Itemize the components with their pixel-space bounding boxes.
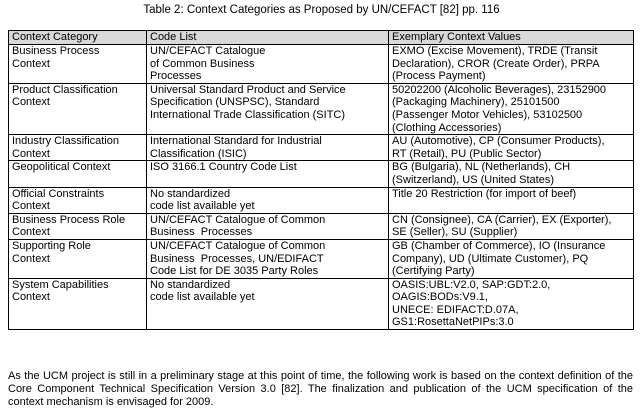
cell-line: CN (Consignee), CA (Carrier), EX (Exporter), (392, 213, 612, 226)
cell-line: Supporting Role (12, 239, 91, 252)
header-exemplary-values: Exemplary Context Values (389, 31, 634, 45)
cell-line: (Packaging Machinery), 25101500 (392, 96, 560, 109)
cell-code-list (147, 278, 389, 329)
cell-line: OAGIS:BODs:V9.1, (392, 291, 488, 304)
cell-exemplary-values (389, 135, 634, 161)
cell-line: Business Process Role (12, 213, 126, 226)
cell-context-category (9, 83, 147, 134)
table-header-row (9, 31, 634, 45)
cell-line: Geopolitical Context (12, 161, 111, 174)
cell-line: code list available yet (150, 291, 255, 304)
cell-line: Processes (150, 70, 202, 83)
context-categories-table (8, 30, 634, 330)
cell-context-category (9, 187, 147, 213)
table-row (9, 45, 634, 84)
cell-context-category (9, 161, 147, 187)
table-row (9, 135, 634, 161)
cell-line: Title 20 Restriction (for import of beef) (392, 187, 577, 200)
cell-line: Context (12, 252, 50, 265)
cell-line: Context (12, 291, 50, 304)
cell-line: OASIS:UBL:V2.0, SAP:GDT:2.0, (392, 278, 551, 291)
cell-line: Classification (ISIC) (150, 147, 247, 160)
cell-line: System Capabilities (12, 278, 109, 291)
cell-line: code list available yet (150, 200, 255, 213)
header-code-list: Code List (147, 31, 389, 45)
cell-line: (Certifying Party) (392, 265, 475, 278)
cell-line: No standardized (150, 278, 231, 291)
cell-line: RT (Retail), PU (Public Sector) (392, 147, 542, 160)
body-paragraph: As the UCM project is still in a preliminary stage at this point of time, the following work is based on the context definition of the Core Component Technical Specification Version 3.0 [82]. The finalization and publication of the UCM specification of the context mechanism is envisaged for 2009. (8, 370, 633, 408)
cell-code-list (147, 83, 389, 134)
cell-code-list (147, 45, 389, 84)
cell-line: Business Processes, UN/EDIFACT (150, 252, 324, 265)
cell-line: Company), UD (Ultimate Customer), PQ (392, 252, 589, 265)
cell-context-category (9, 278, 147, 329)
cell-context-category (9, 239, 147, 278)
cell-context-category (9, 135, 147, 161)
cell-line: GB (Chamber of Commerce), IO (Insurance (392, 239, 606, 252)
cell-line: Product Classification (12, 83, 118, 96)
cell-line: Declaration), CROR (Create Order), PRPA (392, 57, 600, 70)
cell-code-list (147, 213, 389, 239)
cell-line: Business Processes (150, 226, 253, 239)
cell-line: Context (12, 96, 50, 109)
cell-line: Context (12, 147, 50, 160)
table-caption: Table 2: Context Categories as Proposed by UN/CEFACT [82] pp. 116 (143, 4, 500, 16)
table-row (9, 161, 634, 187)
cell-line: SE (Seller), SU (Supplier) (392, 226, 518, 239)
cell-line: 50202200 (Alcoholic Beverages), 23152900 (392, 83, 607, 96)
cell-line: ISO 3166.1 Country Code List (150, 161, 297, 174)
cell-line: International Trade Classification (SITC) (150, 108, 346, 121)
cell-line: Business Process (12, 45, 100, 57)
cell-exemplary-values (389, 83, 634, 134)
cell-line: Industry Classification (12, 135, 119, 148)
cell-line: Code List for DE 3035 Party Roles (150, 265, 319, 278)
cell-exemplary-values (389, 239, 634, 278)
cell-line: (Switzerland), US (United States) (392, 173, 554, 186)
cell-line: (Clothing Accessories) (392, 121, 502, 134)
cell-code-list (147, 161, 389, 187)
cell-line: UN/CEFACT Catalogue (150, 45, 266, 57)
cell-line: International Standard for Industrial (150, 135, 322, 148)
cell-line: of Common Business (150, 57, 255, 70)
cell-line: No standardized (150, 187, 231, 200)
table-row (9, 213, 634, 239)
cell-line: (Process Payment) (392, 70, 486, 83)
cell-exemplary-values (389, 213, 634, 239)
header-context-category: Context Category (9, 31, 147, 45)
cell-code-list (147, 239, 389, 278)
cell-exemplary-values (389, 278, 634, 329)
cell-code-list (147, 187, 389, 213)
cell-line: UNECE: EDIFACT:D.07A, (392, 303, 519, 316)
table-row (9, 278, 634, 329)
table-row (9, 83, 634, 134)
cell-exemplary-values (389, 187, 634, 213)
cell-line: BG (Bulgaria), NL (Netherlands), CH (392, 161, 571, 174)
cell-line: Context (12, 226, 50, 239)
cell-code-list (147, 135, 389, 161)
cell-line: Context (12, 200, 50, 213)
cell-line: Official Constraints (12, 187, 105, 200)
cell-exemplary-values (389, 161, 634, 187)
cell-context-category (9, 213, 147, 239)
cell-line: AU (Automotive), CP (Consumer Products), (392, 135, 605, 148)
table-body (9, 45, 634, 330)
cell-exemplary-values (389, 45, 634, 84)
cell-line: (Passenger Motor Vehicles), 53102500 (392, 108, 583, 121)
cell-context-category (9, 45, 147, 84)
cell-line: Specification (UNSPSC), Standard (150, 96, 320, 109)
cell-line: UN/CEFACT Catalogue of Common (150, 239, 326, 252)
table-row (9, 239, 634, 278)
cell-line: Universal Standard Product and Service (150, 83, 346, 96)
cell-line: EXMO (Excise Movement), TRDE (Transit (392, 45, 598, 57)
cell-line: Context (12, 57, 50, 70)
table-row (9, 187, 634, 213)
cell-line: GS1:RosettaNetPIPs:3.0 (392, 316, 514, 329)
cell-line: UN/CEFACT Catalogue of Common (150, 213, 326, 226)
